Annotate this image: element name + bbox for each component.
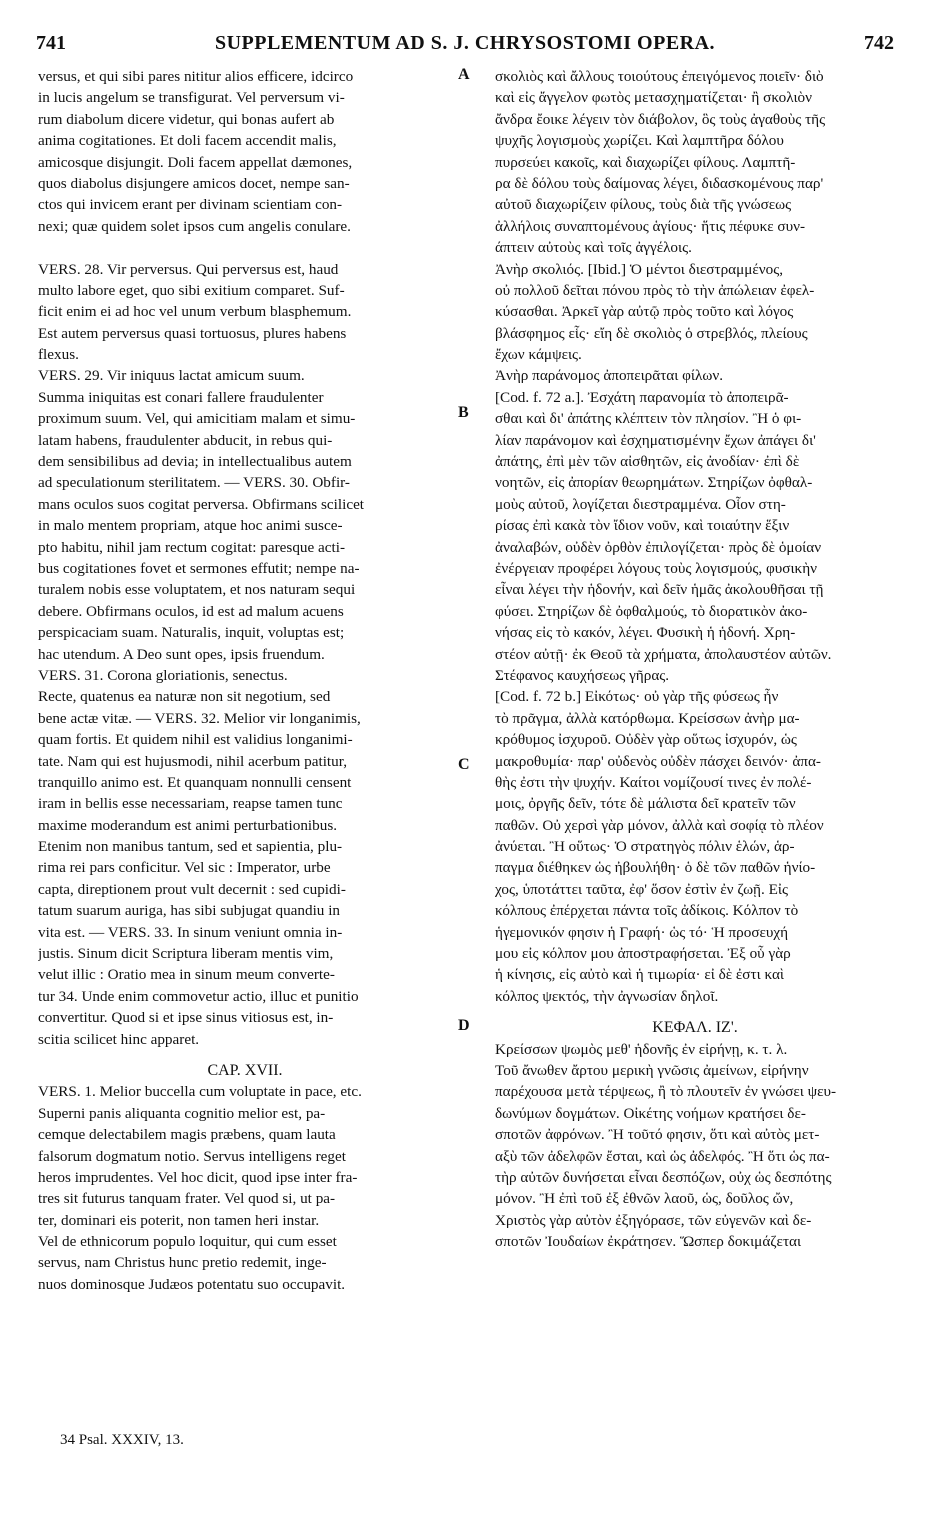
text-line: perspicaciam suam. Naturalis, inquit, voluptas est; [38, 624, 345, 642]
text-line: στέον αὐτῇ· ἐκ Θεοῦ τὰ χρήματα, ἀπολαυστέον αὐτῶν. [495, 645, 832, 663]
text-line: χος, ὑποτάττει ταῦτα, ἐφ' ὅσον ἐστὶν ἐν ζωῇ. Εἰς [495, 880, 788, 898]
chapter-heading-greek: ΚΕΦΑΛ. ΙΖ'. [652, 1019, 738, 1037]
text-line: vita est. — VERS. 33. In sinum veniunt omnia in- [38, 923, 343, 941]
text-line: bus cogitationes fovet et sermones effutit; nempe na- [38, 559, 360, 577]
text-line: εἶναι λέγει τὴν ἡδονήν, καὶ δεῖν ἡμᾶς ἀκολουθῆσαι τῇ [495, 581, 824, 599]
text-line: dem sensibilibus ad devia; in intellectualibus autem [38, 453, 352, 471]
text-line: Τοῦ ἄνωθεν ἄρτου μερικὴ γνῶσις ἀμείνων, εἰρήνην [495, 1061, 809, 1079]
text-line: quam fortis. Et quidem nihil est validius longanimi- [38, 731, 353, 749]
text-line: rum diabolum dicere videtur, qui bonas aufert ab [38, 110, 335, 128]
text-line: quos diabolus disjungere amicos docet, nempe san- [38, 174, 350, 192]
text-line: τὸ πρᾶγμα, ἀλλὰ κατόρθωμα. Κρείσσων ἀνὴρ μα- [495, 709, 800, 727]
text-line: Etenim non manibus tantum, sed et sapientia, plu- [38, 838, 343, 856]
text-line: rima rei pars conficitur. Vel sic : Imperator, urbe [38, 859, 331, 877]
text-line: ἀπάτης, ἐπὶ μὲν τῶν αἰσθητῶν, εἰς ἀνοδίαν· ἐπὶ δὲ [495, 453, 800, 471]
text-line: ficit enim ei ad hoc vel unum verbum blasphemum. [38, 303, 352, 321]
text-line: ἀναλαβών, οὐδὲν ὀρθὸν ἐπιλογίζεται· πρὸς δὲ ὁμοίαν [495, 538, 822, 556]
text-line: Vel de ethnicorum populo loquitur, qui cum esset [38, 1233, 337, 1251]
text-line: VERS. 29. Vir iniquus lactat amicum suum. [38, 367, 305, 385]
text-line: proximum suum. Vel, qui amicitiam malam et simu- [38, 410, 356, 428]
text-line: Recte, quatenus ea naturæ non sit negotium, sed [38, 688, 331, 706]
text-line: παρέχουσα μετὰ τέρψεως, ἢ τὸ πλουτεῖν ἐν γνώσει ψευ- [495, 1083, 837, 1101]
text-line: πυρσεύει κακοῖς, καὶ διαχωρίζει φίλους. Λαμπτῆ- [495, 153, 796, 171]
text-line: Est autem perversus quasi tortuosus, plures habens [38, 324, 347, 342]
text-line: νήσας εἰς τὸ κακόν, λέγει. Φυσικὴ ἡ ἡδονή. Χρη- [495, 624, 796, 642]
text-line: heros imprudentes. Vel hoc dicit, quod ipse inter fra- [38, 1168, 358, 1186]
text-line: φύσει. Στηρίζων δὲ ὀφθαλμούς, τὸ διορατικὸν ἀκο- [495, 602, 808, 620]
text-line: ρα δὲ δόλου τοὺς δαίμονας λέγει, διδασκομένους παρ' [495, 174, 824, 192]
greek-column [495, 66, 895, 1252]
text-line: tres sit futurus tanquam frater. Vel quod si, ut pa- [38, 1190, 336, 1208]
margin-letter-a: A [458, 66, 470, 83]
text-line: amicosque disjungit. Doli facem appellat dæmones, [38, 153, 353, 171]
latin-column [38, 66, 452, 1295]
footnote: 34 Psal. XXXIV, 13. [60, 1432, 184, 1448]
text-line: VERS. 31. Corona gloriationis, senectus. [38, 666, 288, 684]
page-header [36, 32, 894, 60]
text-line: mans oculos suos cogitat perversa. Obfirmans scilicet [38, 495, 365, 513]
text-line: multo labore eget, quo sibi exitium comparet. Suf- [38, 281, 345, 299]
text-line: tate. Nam qui est hujusmodi, nihil acerbum patitur, [38, 752, 347, 770]
text-line: [Cod. f. 72 b.] Εἰκότως· οὐ γὰρ τῆς φύσεως ἦν [495, 688, 779, 706]
text-line: cemque delectabilem magis præbens, quam lauta [38, 1126, 336, 1144]
text-line: hac utendum. A Deo sunt opes, ipsis fruendum. [38, 645, 325, 663]
text-line: justis. Sinum dicit Scriptura liberam mentis vim, [38, 945, 334, 963]
text-line: convertitur. Quod si et ipse sinus vitiosus est, in- [38, 1009, 334, 1027]
text-line: velut illic : Oratio mea in sinum meum converte- [38, 966, 335, 984]
text-line: βλάσφημος εἷς· εἴη δὲ σκολιὸς ὁ στρεβλός, πλείους [495, 324, 808, 342]
text-line: ἡγεμονικόν φησιν ἡ Γραφή· ὡς τό· Ἡ προσευχή [495, 923, 789, 941]
text-line: μόνον. Ἢ ἐπὶ τοῦ ἐξ ἐθνῶν λαοῦ, ὡς, δοῦλος ὤν, [495, 1190, 794, 1208]
running-title: SUPPLEMENTUM AD S. J. CHRYSOSTOMI OPERA. [214, 32, 716, 54]
text-line: παγμα διέθηκεν ὡς ἠβουλήθη· ὁ δὲ τῶν παθῶν ἡνίο- [495, 859, 816, 877]
text-line: Ἀνὴρ σκολιός. [Ibid.] Ὁ μέντοι διεστραμμένος, [495, 260, 784, 278]
text-line: μακροθυμία· παρ' οὐδενὸς οὐδὲν πάσχει δεινόν· ἀπα- [495, 752, 821, 770]
text-line: ἔχων κάμψεις. [495, 346, 582, 364]
text-line: μου εἰς κόλπον μου ἀποστραφήσεται. Ἐξ οὗ γὰρ [495, 945, 791, 963]
page-number-right: 742 [864, 32, 894, 54]
text-line: anima cogitationes. Et doli facem accendit malis, [38, 132, 337, 150]
text-line: flexus. [38, 346, 79, 364]
text-line: in lucis angelum se transfigurat. Vel perversum vi- [38, 89, 345, 107]
text-line: falsorum dogmatum notio. Servus intelligens reget [38, 1147, 346, 1165]
text-line: κόλπος ψεκτός, τὴν ἀγνωσίαν δηλοῖ. [495, 987, 719, 1005]
text-line: versus, et qui sibi pares nititur alios efficere, idcirco [38, 68, 354, 85]
text-line: μοις, ὀργῆς δεῖν, τότε δὲ μάλιστα δεῖ κρατεῖν τῶν [495, 795, 796, 813]
text-line: σποτῶν Ἰουδαίων ἐκράτησεν. Ὥσπερ δοκιμάζεται [495, 1233, 802, 1251]
text-line: ἀνύεται. Ἢ οὕτως· Ὁ στρατηγὸς πόλιν ἑλών, ἁρ- [495, 838, 795, 856]
text-line: σκολιὸς καὶ ἄλλους τοιούτους ἐπειγόμενος ποιεῖν· διὸ [495, 68, 824, 85]
text-line: δωνύμων δογμάτων. Οἰκέτης νοήμων κρατήσει δε- [495, 1104, 806, 1122]
text-line: [Cod. f. 72 a.]. Ἐσχάτη παρανομία τὸ ἀποπειρᾶ- [495, 388, 789, 406]
text-line: capta, direptionem prout vult decernit : sed cupidi- [38, 880, 346, 898]
chapter-heading-latin: CAP. XVII. [207, 1061, 283, 1079]
text-line: bene actæ vitæ. — VERS. 32. Melior vir longanimis, [38, 709, 361, 727]
blank-line [38, 237, 452, 258]
text-line: ἡ κίνησις, εἰς αὐτὸ καὶ ἡ τιμωρία· εἰ δὲ ἐστι καὶ [495, 966, 785, 984]
text-line: turalem nobis esse voluptatem, et nos naturam sequi [38, 581, 356, 599]
margin-letter-b: B [458, 404, 469, 421]
text-line: σθαι καὶ δι' ἀπάτης κλέπτειν τὸν πλησίον. Ἢ ὁ φι- [495, 410, 802, 428]
text-line: κόλπους ἐπέρχεται πάντα τοῖς ἀδίκοις. Κόλπον τὸ [495, 902, 799, 920]
text-line: οὐ πολλοῦ δεῖται πόνου πρὸς τὸ τὴν ἀπώλειαν ἐφελ- [495, 281, 815, 299]
text-line: Summa iniquitas est conari fallere fraudulenter [38, 388, 324, 406]
text-line: αξὺ τῶν ἀδελφῶν ἔσται, καὶ ὡς ἀδελφός. Ἢ ὅτι ὡς πα- [495, 1147, 830, 1165]
text-line: ρίσας ἐπὶ κακὰ τὸν ἴδιον νοῦν, καὶ τοιαύτην ἕξιν [495, 517, 790, 535]
text-line: in malo mentem propriam, atque hoc animi susce- [38, 517, 343, 535]
text-line: VERS. 1. Melior buccella cum voluptate in pace, etc. [38, 1083, 362, 1101]
text-line: VERS. 28. Vir perversus. Qui perversus est, haud [38, 260, 339, 278]
text-line: Χριστὸς γὰρ αὐτὸν ἐξηγόρασε, τῶν εὐγενῶν καὶ δε- [495, 1211, 812, 1229]
text-line: λίαν παράνομον καὶ ἐσχηματισμένην ἔχων ἀπάγει δι' [495, 431, 816, 449]
text-line: pto habitu, nihil jam rectum cogitat: paresque acti- [38, 538, 346, 556]
text-line: ter, dominari eis poterit, non tamen heri instar. [38, 1211, 320, 1229]
text-line: nexi; quæ quidem solet ipsos cum angelis conulare. [38, 217, 351, 235]
page-number-left: 741 [36, 32, 66, 54]
text-line: debere. Obfirmans oculos, id est ad malum acuens [38, 602, 344, 620]
text-line: ctos qui invicem erant per divinam scientiam con- [38, 196, 343, 214]
text-line: άπτειν αὐτοὺς καὶ τοῖς ἀγγέλοις. [495, 239, 692, 257]
text-line: παθῶν. Οὐ χερσὶ γὰρ μόνον, ἀλλὰ καὶ σοφίᾳ τὸ πλέον [495, 816, 824, 834]
text-line: ἀλλήλοις συναπτομένους ἁγίους· ἥτις πέφυκε συν- [495, 217, 806, 235]
text-line: Κρείσσων ψωμὸς μεθ' ἡδονῆς ἐν εἰρήνῃ, κ. τ. λ. [495, 1040, 788, 1058]
text-line: servus, nam Christus hunc pretio redemit, inge- [38, 1254, 327, 1272]
text-line: αὐτοῦ διαχωρίζειν φίλους, τοὺς διὰ τῆς γνώσεως [495, 196, 792, 214]
text-line: scitia scilicet hinc apparet. [38, 1030, 200, 1048]
text-line: ἄνδρα ἔοικε λέγειν τὸν διάβολον, ὃς τοὺς ἀγαθοὺς τῆς [495, 110, 826, 128]
text-line: latam habens, fraudulenter abducit, in rebus qui- [38, 431, 333, 449]
text-line: iram in bellis esse necessariam, reapse tamen tunc [38, 795, 343, 813]
text-line: σποτῶν ἀφρόνων. Ἢ τοῦτό φησιν, ὅτι καὶ αὐτὸς μετ- [495, 1126, 820, 1144]
text-line: nuos dominosque Judæos potentatu suo occupavit. [38, 1275, 346, 1293]
text-line: tatum suarum auriga, has sibi subjugat quandiu in [38, 902, 341, 920]
text-line: μοὺς αὐτοῦ, λογίζεται διεστραμμένα. Οἷον στη- [495, 495, 786, 513]
text-line: ψυχῆς λογισμοὺς χωρίζει. Καὶ λαμπτῆρα δόλου [495, 132, 784, 150]
text-line: Στέφανος καυχήσεως γῆρας. [495, 666, 670, 684]
text-line: καὶ εἰς ἄγγελον φωτὸς μετασχηματίζεται· ἢ σκολιὸν [495, 89, 812, 107]
text-line: κρόθυμος ἰσχυροῦ. Οὐδὲν γὰρ οὕτως ἰσχυρόν, ὡς [495, 731, 797, 749]
margin-letter-d: D [458, 1017, 470, 1034]
text-line: ad speculationum sterilitatem. — VERS. 30. Obfir- [38, 474, 350, 492]
text-line: θὴς ἐστι τὴν ψυχήν. Καίτοι νομίζουσί τινες ἐν πολέ- [495, 773, 812, 791]
margin-letter-c: C [458, 756, 470, 773]
text-line: tur 34. Unde enim commovetur actio, illuc et punitio [38, 987, 359, 1005]
text-line: Superni panis aliquanta cognitio melior est, pa- [38, 1104, 326, 1122]
text-line: τὴρ αὐτῶν δυνήσεται εἶναι δεσπόζων, οὐχ ὡς δεσπότης [495, 1168, 832, 1186]
text-line: maxime moderandum est animi perturbationibus. [38, 816, 338, 834]
text-line: ἐνέργειαν προφέρει λόγους τοὺς λογισμούς, φυσικὴν [495, 559, 818, 577]
text-line: tranquillo animo est. Et quanquam nonnulli censent [38, 773, 352, 791]
text-line: Ἀνὴρ παράνομος ἀποπειρᾶται φίλων. [495, 367, 724, 385]
text-line: νοητῶν, εἰς ἀπορίαν θεωρημάτων. Στηρίζων ὀφθαλ- [495, 474, 813, 492]
text-line: κύσασθαι. Ἀρκεῖ γὰρ αὐτῷ πρὸς τοῦτο καὶ λόγος [495, 303, 794, 321]
